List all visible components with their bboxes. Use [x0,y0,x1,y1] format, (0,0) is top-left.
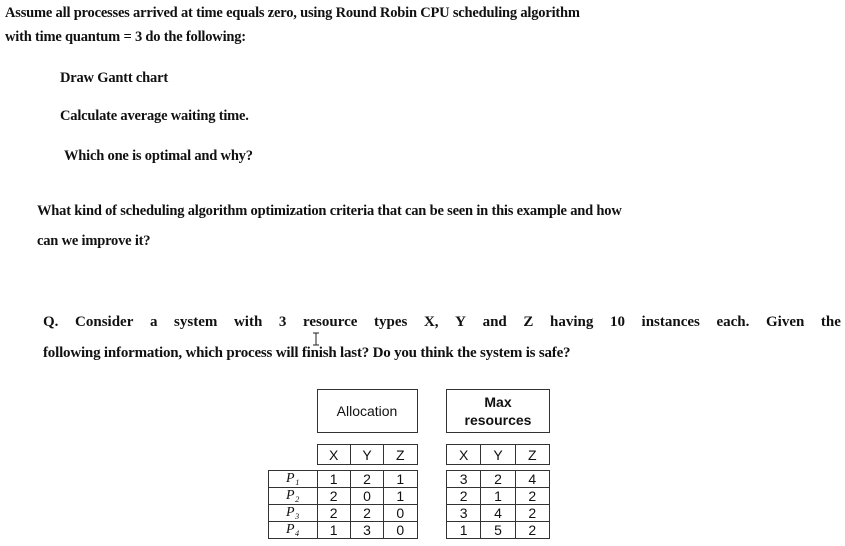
question2-word: resource [303,314,358,330]
process-label-p1: P₁ [269,471,318,488]
intro-line-1: Assume all processes arrived at time equals zero, using Round Robin CPU scheduling algorithm [5,5,580,21]
max-cell: 1 [481,488,515,505]
question2-line-2: following information, which process will finish last? Do you think the system is safe? [43,345,571,361]
process-label-p4: P₄ [269,522,318,539]
question2-word: each. [716,314,750,330]
process-label-p2: P₂ [269,488,318,505]
question2-word: a [149,314,158,330]
question2-word: Consider [75,314,134,330]
question2-word: Y [455,314,466,330]
max-col-z: Z [515,445,549,465]
max-cell: 2 [515,488,549,505]
max-cell: 2 [481,471,515,488]
max-col-x: X [447,445,481,465]
question2-word: with [233,314,263,330]
task-average-waiting: Calculate average waiting time. [60,108,249,124]
intro-line-2: with time quantum = 3 do the following: [5,29,246,45]
task-draw-gantt: Draw Gantt chart [60,70,168,86]
text-cursor-icon [311,332,321,346]
alloc-cell: 0 [384,522,417,539]
alloc-cell: 1 [384,488,417,505]
max-header-line-1: Max [484,394,512,410]
alloc-cell: 2 [350,471,383,488]
question2-word: having [549,314,594,330]
allocation-col-z: Z [384,445,417,465]
question2-word: system [174,314,218,330]
max-cell: 5 [481,522,515,539]
max-cell: 2 [515,522,549,539]
allocation-header: Allocation [317,390,417,433]
question2-word: instances [641,314,700,330]
alloc-cell: 1 [317,471,350,488]
question2-word: the [820,314,841,330]
blank-corner [269,390,318,433]
process-label-p3: P₃ [269,505,318,522]
alloc-cell: 1 [384,471,417,488]
alloc-cell: 2 [317,505,350,522]
max-cell: 3 [447,505,481,522]
max-col-y: Y [481,445,515,465]
alloc-cell: 1 [317,522,350,539]
criteria-question-line-1: What kind of scheduling algorithm optimization criteria that can be seen in this example and how [37,203,622,219]
allocation-col-y: Y [350,445,383,465]
max-resources-table [446,389,550,539]
max-cell: 4 [515,471,549,488]
max-resources-header [447,390,550,433]
alloc-cell: 2 [317,488,350,505]
question2-word: 10 [609,314,625,330]
max-cell: 3 [447,471,481,488]
question2-line-1 [43,314,841,331]
max-cell: 2 [515,505,549,522]
question2-word: Q. [43,314,59,330]
question2-word: Given [765,314,805,330]
question2-word: and [482,314,507,330]
max-cell: 1 [447,522,481,539]
allocation-col-x: X [317,445,350,465]
question2-word: types [374,314,408,330]
max-header-line-2: resources [464,412,532,428]
max-cell: 2 [447,488,481,505]
alloc-cell: 0 [350,488,383,505]
task-optimal: Which one is optimal and why? [64,148,253,164]
question2-word: 3 [278,314,287,330]
question2-word: X, [423,314,439,330]
alloc-cell: 2 [350,505,383,522]
question2-word: Z [523,314,534,330]
allocation-table [268,389,418,539]
alloc-cell: 3 [350,522,383,539]
max-cell: 4 [481,505,515,522]
criteria-question-line-2: can we improve it? [37,233,151,249]
alloc-cell: 0 [384,505,417,522]
